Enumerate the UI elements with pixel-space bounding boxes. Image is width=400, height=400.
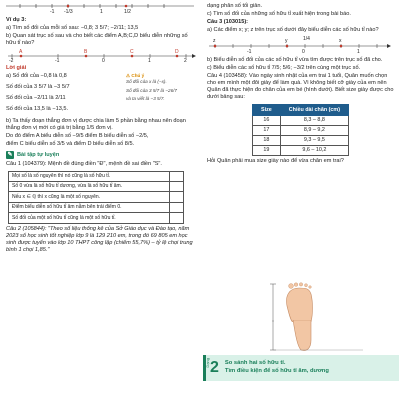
table-row bbox=[252, 146, 348, 156]
tick-label: 1 bbox=[357, 48, 360, 55]
table-row bbox=[252, 136, 348, 146]
solution-a-4: Số đối của 13,5 là −13,5. bbox=[6, 106, 69, 113]
table-cell: 19 bbox=[252, 146, 280, 156]
point-y: y bbox=[285, 37, 288, 44]
question-1: Câu 1 (104379): Mệnh đề đúng điền "Đ", mệnh đề sai điền "S". bbox=[6, 161, 162, 168]
note-line-2: Số đối của 3 5/7 là −26/7 bbox=[126, 87, 177, 93]
topic-banner bbox=[203, 355, 399, 381]
statement: Nếu x ∈ ℚ thì x cũng là một số nguyên. bbox=[9, 192, 170, 202]
point-d: D bbox=[175, 48, 179, 55]
example-3-a: a) Tìm số đối của mỗi số sau: −0,8; 3 5/7; −2/11; 13,5 bbox=[6, 25, 139, 32]
nl-top-label-3: 1 bbox=[100, 9, 103, 15]
number-line-abcd-svg bbox=[6, 49, 196, 64]
foot-icon bbox=[203, 282, 399, 322]
nl-top-label-1: -1 bbox=[50, 9, 55, 15]
number-line-xyz bbox=[207, 36, 394, 56]
nl-top-label-4: 1/2 bbox=[124, 9, 131, 15]
tick-label: 2 bbox=[184, 57, 187, 64]
point-a: A bbox=[19, 48, 23, 55]
right-line-1: dạng phân số tối giản. bbox=[207, 3, 263, 9]
tick-label: 1 bbox=[148, 57, 151, 64]
table-row bbox=[9, 181, 184, 191]
question-3-b: b) Biểu diễn số đối của các số hữu tỉ vừa tìm được trên trục số đã cho. bbox=[207, 56, 383, 63]
foot-heel bbox=[203, 320, 399, 354]
question-3-a: a) Các điểm x; y; z trên trục số dưới đây biểu diễn các số hữu tỉ nào? bbox=[207, 27, 379, 34]
table-cell: 18 bbox=[252, 136, 280, 146]
column-header: Chiều dài chân (cm) bbox=[280, 104, 348, 116]
banner-line-2: Tìm điều kiện để số hữu tỉ âm, dương bbox=[224, 368, 329, 374]
statement: Số 0 vừa là số hữu tỉ dương, vừa là số hữu tỉ âm. bbox=[9, 181, 170, 191]
point-z: z bbox=[213, 37, 216, 44]
note-box bbox=[126, 73, 200, 103]
table-cell: 9,6 – 10,2 bbox=[280, 146, 348, 156]
statement: Mọi số là số nguyên thì nó cũng là số hữu tỉ. bbox=[9, 171, 170, 181]
point-c: C bbox=[130, 48, 134, 55]
statement: Điểm biểu diễn số hữu tỉ âm nằm bên trái điểm 0. bbox=[9, 202, 170, 212]
solution-a-block bbox=[6, 73, 196, 117]
table-row bbox=[9, 171, 184, 181]
number-line-xyz-svg bbox=[207, 36, 393, 56]
right-line-2: c) Tìm số đối của những số hữu tỉ xuất hiện trong bài báo. bbox=[207, 11, 351, 18]
table-row bbox=[9, 202, 184, 212]
solution-a-3: Số đối của −2/11 là 2/11 bbox=[6, 95, 66, 102]
tick-label: -1 bbox=[247, 48, 252, 55]
statement: Số đối của một số hữu tỉ cũng là một số hữu tỉ. bbox=[9, 213, 170, 223]
frac-label: 1/4 bbox=[303, 35, 310, 42]
example-3-b: b) Quan sát trục số sau và cho biết các điểm A,B;C,D biểu diễn những số hữu tỉ nào? bbox=[6, 33, 188, 47]
answer-box[interactable] bbox=[170, 181, 184, 191]
table-cell: 16 bbox=[252, 116, 280, 126]
tick-label: -1 bbox=[55, 57, 60, 64]
tick-label: 0 bbox=[102, 57, 105, 64]
table-row bbox=[9, 213, 184, 223]
example-3-title: Ví dụ 3: bbox=[6, 17, 27, 23]
column-header: Size bbox=[252, 104, 280, 116]
answer-box[interactable] bbox=[170, 202, 184, 212]
solution-a-2: Số đối của 3 5/7 là −3 5/7 bbox=[6, 83, 70, 90]
question-4-ask: Hỏi Quân phải mua size giày nào để vừa chân em trai? bbox=[207, 158, 344, 165]
section-title: Bài tập tự luyện bbox=[17, 151, 60, 158]
table-cell: 8,3 – 8,8 bbox=[280, 116, 348, 126]
note-line-1: Số đối của x là (−x). bbox=[126, 78, 167, 84]
warning-icon: ⚠ bbox=[126, 72, 131, 78]
section-exercises bbox=[6, 151, 196, 159]
number-line-abcd bbox=[6, 49, 196, 64]
banner-line-1: So sánh hai số hữu tỉ. bbox=[224, 360, 286, 367]
banner-number: 2 bbox=[210, 358, 219, 376]
question-4: Câu 4 (103458): Vào ngày sinh nhật của em trai 1 tuổi, Quân muốn chọn cho em mình một đôi giày để làm quà. Vì không biết cỡ giày của em nên Quân đã thực hiện đo chân của em bé (hình dưới). Biết size giày được cho dưới bảng sau: bbox=[207, 72, 394, 101]
question-3-title: Câu 3 (103015): bbox=[207, 19, 249, 26]
note-line-3: và ta viết là −3 5/7. bbox=[126, 96, 165, 102]
table-cell: 9,3 – 9,5 bbox=[280, 136, 348, 146]
solution-b-3: điểm C biểu diễn số 3/5 và điểm D biểu diễn số 8/5. bbox=[6, 141, 135, 148]
tick-label: -2 bbox=[9, 57, 14, 64]
answer-box[interactable] bbox=[170, 171, 184, 181]
question-3-c: c) Biểu diễn các số hữu tỉ 7/5; 5/6; −3/2 trên cùng một trục số. bbox=[207, 64, 361, 71]
question-2: Câu 2 (105844): "Theo số liệu thống kê của Sở Giáo dục và Đào tạo, năm 2023 số học sinh tốt nghiệp lớp 9 là 129 210 em, trong đó 69 805 em học sinh được tuyển vào lớp 10 THPT công lập (chiếm 55,7%) – tỷ lệ chọi trung bình 1 chọi 1,85." bbox=[6, 225, 193, 253]
table-row bbox=[9, 192, 184, 202]
banner-text bbox=[225, 360, 329, 376]
banner-tag: Dạng bbox=[205, 358, 210, 368]
pencil-icon: ✎ bbox=[7, 151, 13, 158]
point-x: x bbox=[339, 37, 342, 44]
note-title-text: Chú ý bbox=[131, 72, 145, 78]
tick-label: 0 bbox=[302, 48, 305, 55]
solution-b-2: Do đó điểm A biểu diễn số −9/5 điểm B biểu diễn số −2/5, bbox=[6, 133, 149, 140]
point-b: B bbox=[84, 48, 88, 55]
answer-box[interactable] bbox=[170, 192, 184, 202]
solution-title: Lời giải bbox=[6, 64, 27, 71]
nl-top-label-2: -1/3 bbox=[64, 9, 73, 15]
solution-a-1: a) Số đối của −0,8 là 0,8 bbox=[6, 72, 67, 79]
table-cell: 17 bbox=[252, 126, 280, 136]
answer-box[interactable] bbox=[170, 213, 184, 223]
solution-b-1: b) Ta thấy đoạn thẳng đơn vị được chia làm 5 phần bằng nhau nên đoạn thẳng đơn vị mới có giá trị bằng 1/5 đơn vị. bbox=[6, 117, 186, 131]
table-row bbox=[252, 116, 348, 126]
size-table bbox=[252, 104, 349, 157]
number-line-top bbox=[6, 2, 196, 16]
right-column bbox=[203, 0, 400, 400]
table-cell: 8,9 – 9,2 bbox=[280, 126, 348, 136]
table-row bbox=[252, 126, 348, 136]
size-table-header bbox=[252, 104, 348, 116]
true-false-table bbox=[8, 171, 184, 224]
